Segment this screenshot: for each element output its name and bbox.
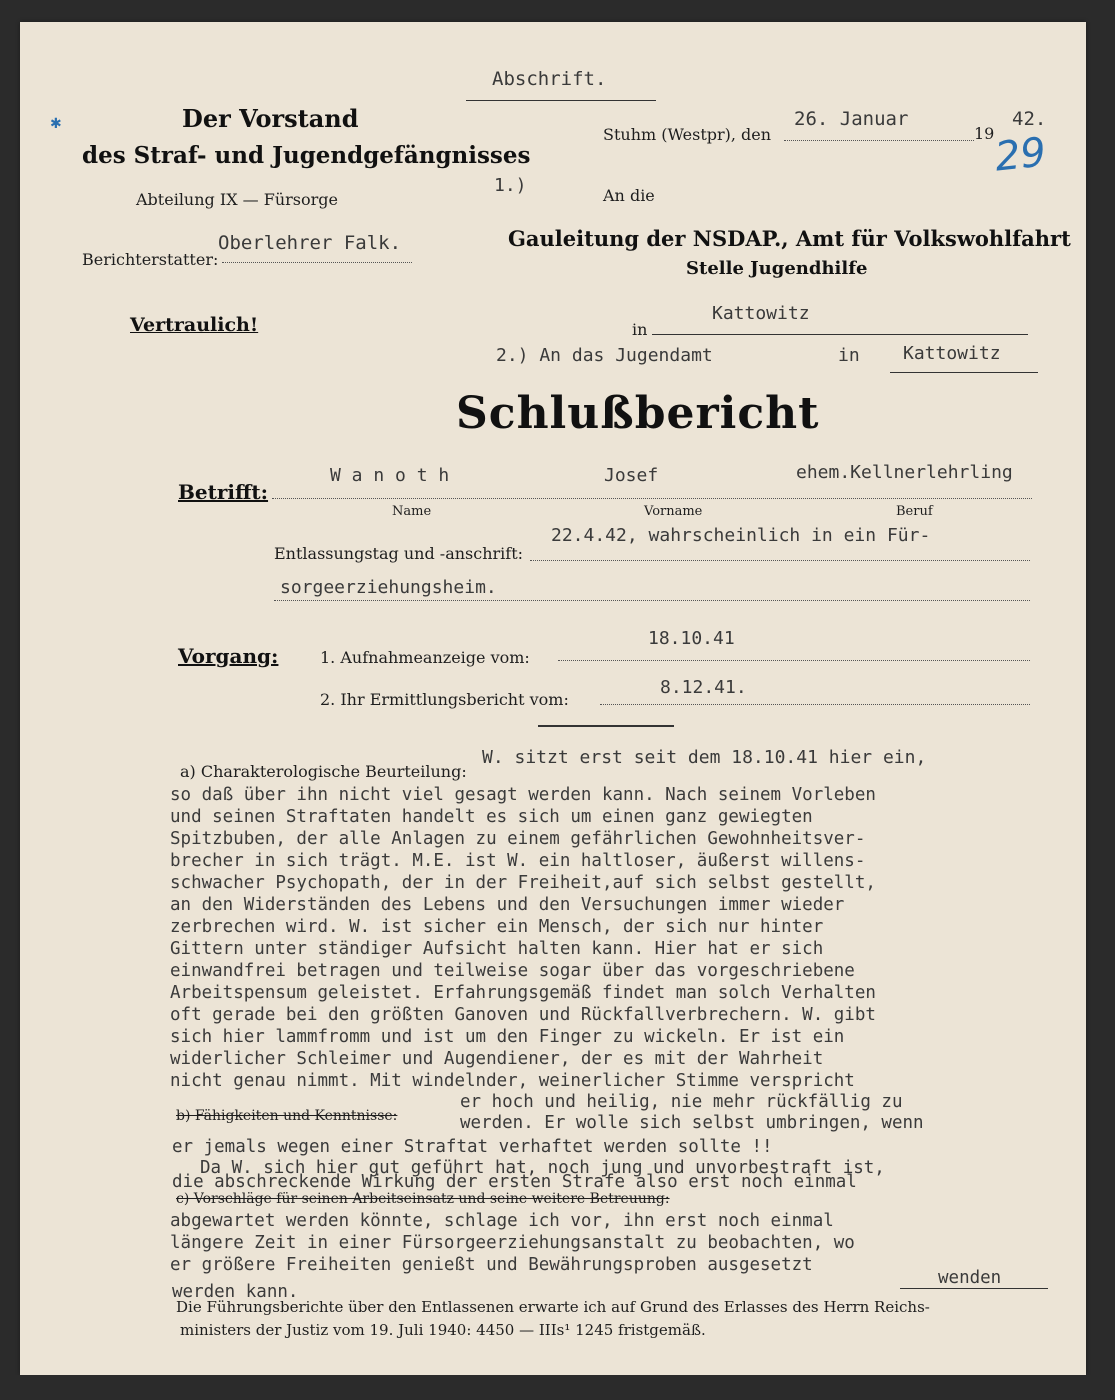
blue-mark: ✱	[50, 116, 62, 132]
footer-line2: ministers der Justiz vom 19. Juli 1940: 4450 — IIIs¹ 1245 fristgemäß.	[180, 1321, 706, 1339]
to-label: An die	[603, 186, 655, 205]
recipient-number-1: 1.)	[494, 175, 527, 196]
place-label: Stuhm (Westpr), den	[603, 125, 772, 144]
recipient-org-line1: Gauleitung der NSDAP., Amt für Volkswohlfahrt	[508, 226, 1071, 251]
assessment-line: zerbrechen wird. W. ist sicher ein Mensch, der sich nur hinter	[170, 917, 824, 937]
bottom-edge	[0, 1375, 1115, 1400]
col-name: Name	[392, 504, 432, 519]
subject-dotline	[272, 498, 1032, 499]
year-prefix: 19	[974, 124, 995, 143]
city2-underline	[890, 372, 1038, 373]
proceedings-item1-label: 1. Aufnahmeanzeige vom:	[320, 648, 530, 667]
assessment-line: nicht genau nimmt. Mit windelnder, weinerlicher Stimme verspricht	[170, 1071, 855, 1091]
reporter-dotline	[222, 262, 412, 263]
assessment-line: Spitzbuben, der alle Anlagen zu einem gefährlichen Gewohnheitsver-	[170, 829, 866, 849]
year-suffix: 42.	[1012, 108, 1047, 130]
assessment-b-label: b) Fähigkeiten und Kenntnisse:	[176, 1108, 398, 1124]
release-label: Entlassungstag und -anschrift:	[274, 544, 524, 563]
assessment-a-first: W. sitzt erst seit dem 18.10.41 hier ein,	[482, 747, 927, 768]
authority-line1: Der Vorstand	[182, 104, 359, 133]
subject-surname: W a n o t h	[330, 465, 450, 486]
assessment-a-label: a) Charakterologische Beurteilung:	[180, 762, 467, 781]
in-label: in	[632, 320, 648, 339]
department: Abteilung IX — Fürsorge	[136, 190, 339, 209]
recipient-city-1: Kattowitz	[712, 303, 810, 324]
copy-underline	[466, 100, 656, 101]
assessment-b-line1: er hoch und heilig, nie mehr rückfällig zu	[460, 1092, 903, 1112]
footer-line1: Die Führungsberichte über den Entlassenen erwarte ich auf Grund des Erlasses des Herrn Reichs-	[176, 1298, 930, 1316]
date-day-month: 26. Januar	[794, 108, 909, 130]
subject-label: Betrifft:	[178, 480, 269, 504]
release-dotline-1	[530, 560, 1030, 561]
recipient-city-2: Kattowitz	[903, 343, 1001, 364]
col-firstname: Vorname	[644, 504, 703, 519]
proceedings-item1-value: 18.10.41	[648, 628, 735, 649]
proceedings-item2-value: 8.12.41.	[660, 677, 747, 698]
assessment-c-last: werden kann.	[172, 1282, 299, 1302]
assessment-c-line: längere Zeit in einer Fürsorgeerziehungsanstalt zu beobachten, wo	[170, 1233, 855, 1253]
recipient-2: 2.) An das Jugendamt	[496, 345, 713, 366]
assessment-line: schwacher Psychopath, der in der Freiheit,auf sich selbst gestellt,	[170, 873, 876, 893]
confidential-note: Vertraulich!	[130, 314, 259, 336]
document-title: Schlußbericht	[456, 388, 820, 439]
recipient-2-in: in	[838, 345, 860, 366]
assessment-line: Gittern unter ständiger Aufsicht halten kann. Hier hat er sich	[170, 939, 824, 959]
release-dotline-2	[274, 600, 1030, 601]
subject-profession: ehem.Kellnerlehrling	[796, 462, 1013, 483]
assessment-after-b: er jemals wegen einer Straftat verhaftet werden sollte !!	[172, 1137, 773, 1157]
proceedings-dotline-2	[600, 704, 1030, 705]
recipient-org-line2: Stelle Jugendhilfe	[686, 258, 868, 279]
assessment-c-text	[170, 1210, 1090, 1276]
assessment-line: einwandfrei betragen und teilweise sogar über das vorgeschriebene	[170, 961, 855, 981]
assessment-c-line: er größere Freiheiten genießt und Bewährungsproben ausgesetzt	[170, 1255, 813, 1275]
city-line	[652, 334, 1028, 335]
col-profession: Beruf	[896, 504, 933, 519]
release-value-2: sorgeerziehungsheim.	[280, 577, 497, 598]
assessment-c-line: abgewartet werden könnte, schlage ich vor, ihn erst noch einmal	[170, 1211, 834, 1231]
proceedings-dotline-1	[558, 660, 1030, 661]
insert-underline	[900, 1288, 1048, 1289]
assessment-c-line2: die abschreckende Wirkung der ersten Strafe also erst noch einmal	[172, 1172, 857, 1192]
assessment-c-line1: Da W. sich hier gut geführt hat, noch jung und unvorbestraft ist,	[200, 1158, 885, 1178]
subject-firstname: Josef	[604, 465, 659, 486]
assessment-line: an den Widerständen des Lebens und den Versuchungen immer wieder	[170, 895, 845, 915]
assessment-line: sich hier lammfromm und ist um den Finger zu wickeln. Er ist ein	[170, 1027, 845, 1047]
date-dotline	[784, 140, 974, 141]
assessment-b-line2: werden. Er wolle sich selbst umbringen, wenn	[460, 1113, 924, 1133]
assessment-line: brecher in sich trägt. M.E. ist W. ein haltloser, äußerst willens-	[170, 851, 866, 871]
section-divider	[538, 725, 674, 727]
copy-label: Abschrift.	[492, 68, 607, 90]
handwritten-number: 29	[992, 129, 1049, 181]
assessment-c-insert: wenden	[938, 1268, 1002, 1288]
authority-line2: des Straf- und Jugendgefängnisses	[82, 142, 531, 169]
proceedings-item2-label: 2. Ihr Ermittlungsbericht vom:	[320, 690, 569, 709]
assessment-line: widerlicher Schleimer und Augendiener, der es mit der Wahrheit	[170, 1049, 824, 1069]
release-value-1: 22.4.42, wahrscheinlich in ein Für-	[551, 525, 931, 546]
assessment-line: Arbeitspensum geleistet. Erfahrungsgemäß findet man solch Verhalten	[170, 983, 876, 1003]
reporter-value: Oberlehrer Falk.	[218, 232, 402, 254]
assessment-c-label: c) Vorschläge für seinen Arbeitseinsatz und seine weitere Betreuung:	[176, 1191, 670, 1207]
assessment-text	[170, 784, 1090, 1092]
proceedings-label: Vorgang:	[178, 644, 279, 668]
assessment-line: so daß über ihn nicht viel gesagt werden kann. Nach seinem Vorleben	[170, 785, 876, 805]
reporter-label: Berichterstatter:	[82, 250, 219, 269]
assessment-line: oft gerade bei den größten Ganoven und Rückfallverbrechern. W. gibt	[170, 1005, 876, 1025]
assessment-line: und seinen Straftaten handelt es sich um einen ganz gewiegten	[170, 807, 813, 827]
